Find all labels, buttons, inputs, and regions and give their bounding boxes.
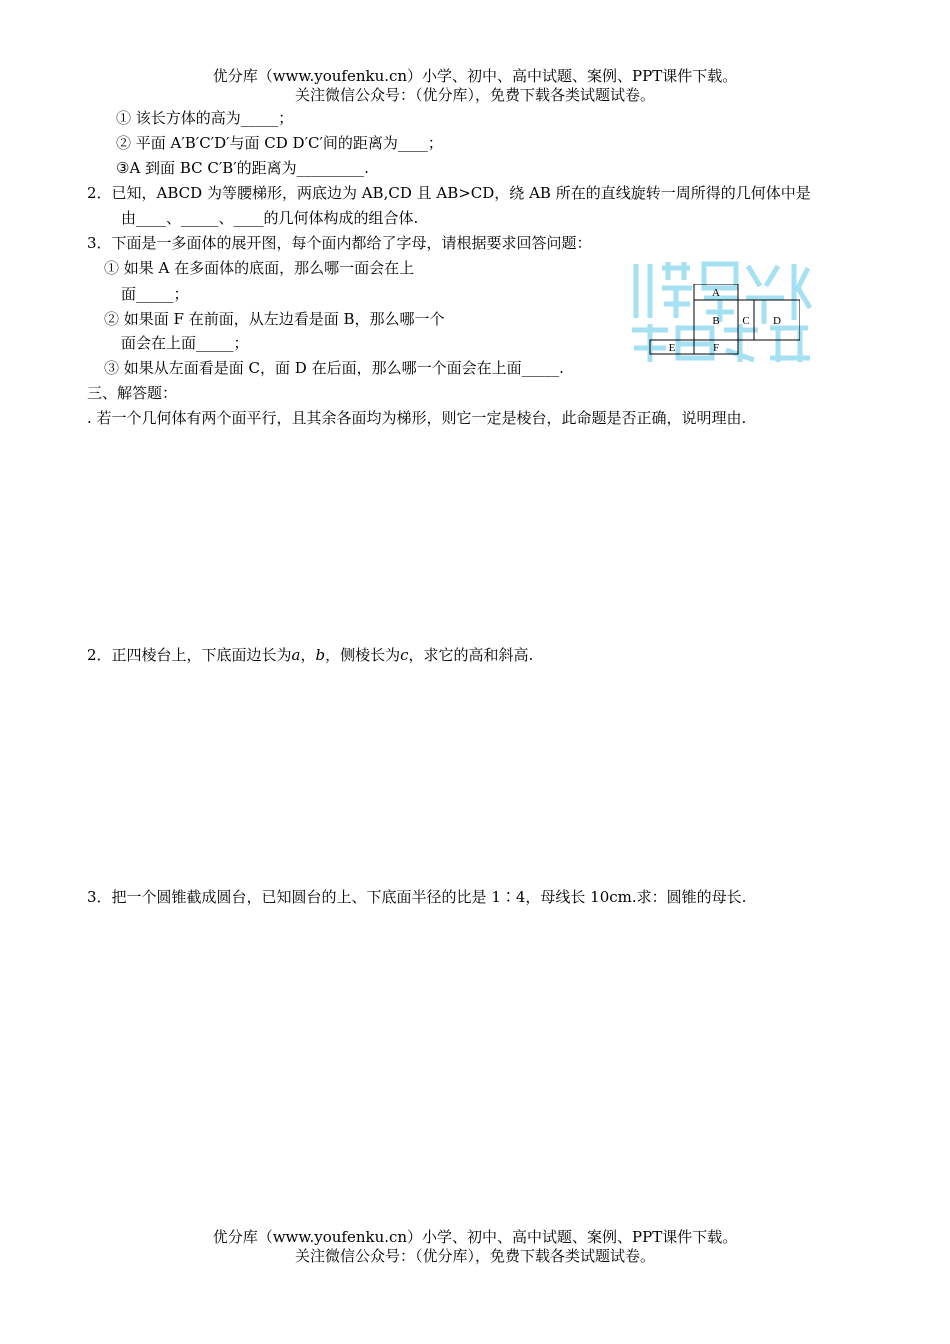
- polyhedron-net-diagram: [648, 284, 800, 356]
- q3-sub1-b: 面_____；: [121, 285, 189, 303]
- q3-sub2-a: ② 如果面 F 在前面，从左边看是面 B，那么哪一个: [104, 310, 445, 328]
- var-c: c: [400, 646, 409, 664]
- header-line-1: 优分库（www.youfenku.cn）小学、初中、高中试题、案例、PPT课件下载。: [212, 67, 738, 85]
- footer-line-1: 优分库（www.youfenku.cn）小学、初中、高中试题、案例、PPT课件下载。: [212, 1228, 738, 1246]
- p2-sep: ，: [300, 646, 316, 664]
- section-heading-solve: 三、解答题：: [87, 384, 178, 402]
- q3-intro: 3．下面是一多面体的展开图，每个面内都给了字母，请根据要求回答问题：: [87, 234, 592, 252]
- q1-sub1: ① 该长方体的高为_____；: [116, 109, 294, 127]
- q3-sub2-b: 面会在上面_____；: [121, 334, 249, 352]
- face-d-label: D: [773, 315, 781, 327]
- solve-problem-2: [87, 645, 533, 665]
- footer-line-2: 关注微信公众号：（优分库），免费下载各类试题试卷。: [294, 1247, 655, 1265]
- face-e-label: E: [668, 342, 676, 354]
- var-b: b: [315, 646, 326, 664]
- solve-problem-1: . 若一个几何体有两个面平行，且其余各面均为梯形，则它一定是棱台，此命题是否正确，说明理由.: [87, 409, 747, 427]
- q2-line2: 由____、_____、____的几何体构成的组合体.: [121, 209, 419, 227]
- face-a-label: A: [712, 287, 720, 299]
- q3-sub3: ③ 如果从左面看是面 C，面 D 在后面，那么哪一个面会在上面_____.: [104, 359, 564, 377]
- header-line-2: 关注微信公众号：（优分库），免费下载各类试题试卷。: [294, 86, 655, 104]
- q2-line1: 2．已知，ABCD 为等腰梯形，两底边为 AB,CD 且 AB>CD，绕 AB 所在的直线旋转一周所得的几何体中是: [87, 184, 811, 202]
- var-a: a: [291, 646, 301, 664]
- face-c-label: C: [742, 315, 750, 327]
- face-b-label: B: [712, 315, 720, 327]
- p2-post: ，求它的高和斜高.: [408, 646, 534, 664]
- q1-sub3: ③A 到面 BC C′B′的距离为_________.: [116, 159, 369, 177]
- p2-mid: ，侧棱长为: [325, 646, 401, 664]
- p2-pre: 2．正四棱台上，下底面边长为: [87, 646, 292, 664]
- q1-sub2: ② 平面 A′B′C′D′与面 CD D′C′间的距离为____；: [116, 134, 443, 152]
- q3-sub1-a: ① 如果 A 在多面体的底面，那么哪一面会在上: [104, 259, 415, 277]
- face-f-label: F: [712, 342, 720, 354]
- solve-problem-3: 3．把一个圆锥截成圆台，已知圆台的上、下底面半径的比是 1∶4，母线长 10cm.求：圆锥的母长.: [87, 888, 747, 906]
